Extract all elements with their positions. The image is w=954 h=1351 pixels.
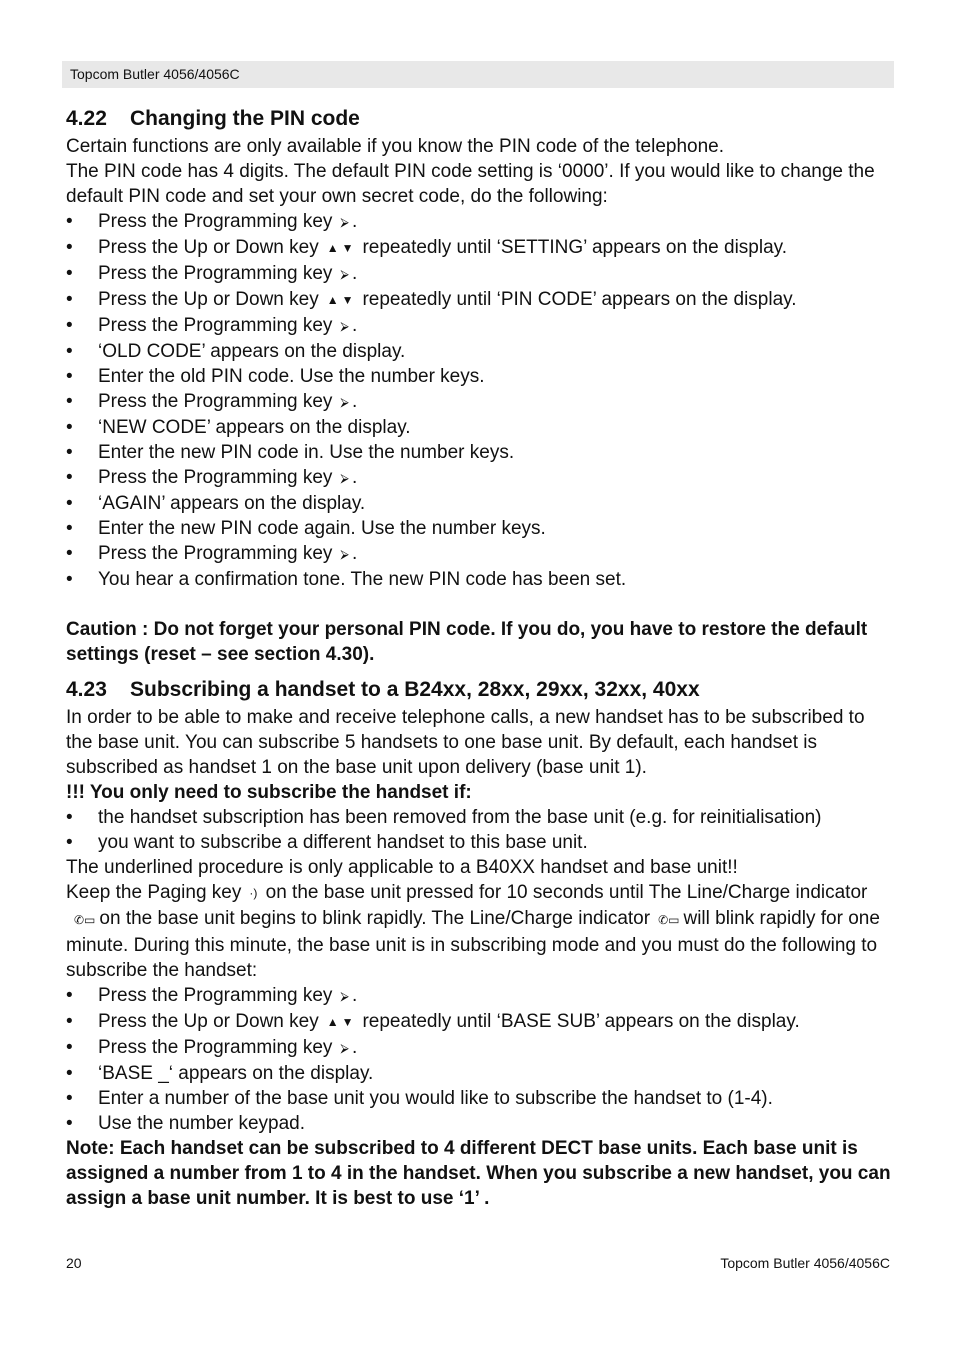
list-item: • Press the Programming key ⮚ . [66,983,896,1009]
programming-key-icon: ⮚ [340,471,349,485]
list-item: • Enter the new PIN code again. Use the number keys. [66,516,896,541]
list-item: • Press the Programming key ⮚ . [66,465,896,491]
list-item: • Press the Programming key ⮚ . [66,541,896,567]
list-item: • ‘BASE _‘ appears on the display. [66,1061,896,1086]
programming-key-icon: ⮚ [340,267,349,281]
list-item: • the handset subscription has been removed from the base unit (e.g. for reinitialisation) [66,805,896,830]
footer-title: Topcom Butler 4056/4056C [720,1255,890,1271]
list-item: • Press the Up or Down key ▲▼ repeatedly until ‘SETTING’ appears on the display. [66,235,896,261]
programming-key-icon: ⮚ [340,1041,349,1055]
list-item: • Press the Programming key ⮚ . [66,261,896,287]
running-header [62,61,894,88]
note-paragraph: Note: Each handset can be subscribed to 4 different DECT base units. Each base unit is assigned a number from 1 to 4 in the handset. When you subscribe a new handset, you can assign a base unit number. It is best to use ‘1’ . [66,1138,891,1209]
programming-key-icon: ⮚ [340,547,349,561]
paragraph: In order to be able to make and receive telephone calls, a new handset has to be subscribed to the base unit. You can subscribe 5 handsets to one base unit. By default, each handset is subscribed as handset 1 on the base unit upon delivery (base unit 1). [66,707,865,778]
line-charge-indicator-icon: ✆▭ [74,913,96,927]
page-number: 20 [66,1255,82,1271]
list-item: • Enter a number of the base unit you would like to subscribe the handset to (1-4). [66,1086,896,1111]
up-down-arrows-icon: ▲▼ [326,241,357,255]
paragraph: The PIN code has 4 digits. The default PIN code setting is ‘0000’. If you would like to change the default PIN code and set your own secret code, do the following: [66,161,875,207]
list-item: • ‘AGAIN’ appears on the display. [66,491,896,516]
caution-note: Caution : Do not forget your personal PIN code. If you do, you have to restore the default settings (reset – see section 4.30). [66,619,868,665]
up-down-arrows-icon: ▲▼ [326,293,357,307]
list-item: • Press the Up or Down key ▲▼ repeatedly until ‘BASE SUB’ appears on the display. [66,1009,896,1035]
list-item: • Use the number keypad. [66,1111,896,1136]
up-down-arrows-icon: ▲▼ [326,1015,357,1029]
list-item: • you want to subscribe a different handset to this base unit. [66,830,896,855]
paging-key-icon: ·) [249,886,258,900]
line-charge-indicator-icon: ✆▭ [658,913,680,927]
list-item: • Press the Programming key ⮚ . [66,389,896,415]
subscribe-steps-list [66,983,896,1136]
paragraph: The underlined procedure is only applicable to a B40XX handset and base unit!! [66,857,738,878]
pin-steps-list [66,209,896,592]
list-item: • Press the Programming key ⮚ . [66,209,896,235]
section-4-23-heading: 4.23 Subscribing a handset to a B24xx, 28xx, 29xx, 32xx, 40xx [66,678,700,701]
list-item: • Enter the new PIN code in. Use the number keys. [66,440,896,465]
subscribe-condition-heading: !!! You only need to subscribe the handset if: [66,782,472,803]
list-item: • ‘NEW CODE’ appears on the display. [66,415,896,440]
list-item: • You hear a confirmation tone. The new PIN code has been set. [66,567,896,592]
list-item: • Press the Up or Down key ▲▼ repeatedly until ‘PIN CODE’ appears on the display. [66,287,896,313]
programming-key-icon: ⮚ [340,319,349,333]
condition-list [66,805,896,855]
programming-key-icon: ⮚ [340,215,349,229]
list-item: • ‘OLD CODE’ appears on the display. [66,339,896,364]
list-item: • Press the Programming key ⮚ . [66,1035,896,1061]
section-4-22-heading: 4.22 Changing the PIN code [66,107,360,130]
header-title: Topcom Butler 4056/4056C [70,66,240,82]
programming-key-icon: ⮚ [340,395,349,409]
paragraph: Keep the Paging key ·) on the base unit pressed for 10 seconds until The Line/Charge indicator✆▭ on the base unit begins to blink rapidly. The Line/Charge indicator ✆▭ will blink rapidly for one minute. During this minute, the base unit is in subscribing mode and you must do the following to subscribe the handset: [66,882,880,981]
programming-key-icon: ⮚ [340,989,349,1003]
paragraph: Certain functions are only available if you know the PIN code of the telephone. [66,136,725,157]
list-item: • Press the Programming key ⮚ . [66,313,896,339]
list-item: • Enter the old PIN code. Use the number keys. [66,364,896,389]
page-content [66,104,896,1211]
